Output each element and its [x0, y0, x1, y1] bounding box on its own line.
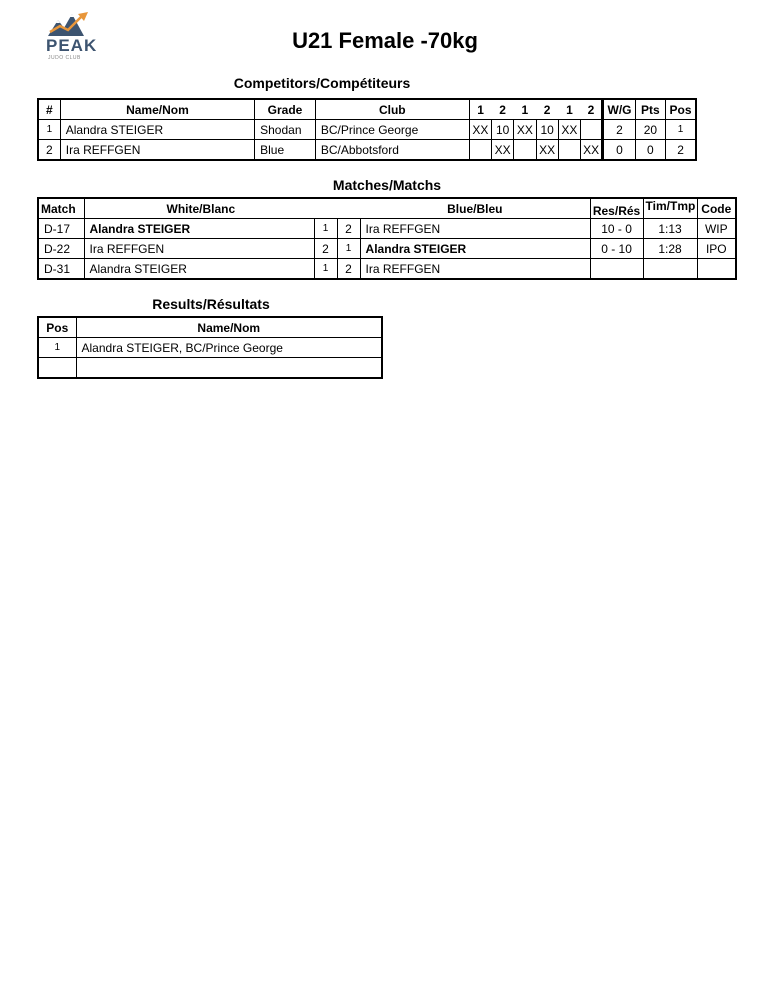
blue-number: 2	[337, 259, 360, 280]
blue-number: 1	[337, 239, 360, 259]
match-time: 1:13	[643, 219, 697, 239]
competitors-header-row	[38, 99, 696, 120]
table-row	[38, 358, 382, 379]
col-header-time: Tim/Tmp	[643, 198, 697, 219]
results-header-row	[38, 317, 382, 338]
competitor-position: 1	[666, 120, 696, 140]
round-score: XX	[514, 120, 536, 140]
competitor-club: BC/Prince George	[315, 120, 469, 140]
competitor-wins: 2	[603, 120, 635, 140]
competitor-grade: Blue	[255, 140, 316, 161]
col-header-round: 2	[536, 99, 558, 120]
col-header-pts: Pts	[635, 99, 665, 120]
col-header-name: Name/Nom	[76, 317, 382, 338]
col-header-pos: Pos	[666, 99, 696, 120]
white-number: 1	[314, 219, 337, 239]
blue-competitor: Ira REFFGEN	[360, 219, 590, 239]
table-row	[38, 219, 736, 239]
round-score	[514, 140, 536, 161]
match-code: WIP	[697, 219, 736, 239]
result-name: Alandra STEIGER, BC/Prince George	[76, 338, 382, 358]
white-competitor: Alandra STEIGER	[84, 259, 314, 280]
match-id: D-17	[38, 219, 84, 239]
results-table	[37, 316, 383, 379]
result-name	[76, 358, 382, 379]
competitor-points: 0	[635, 140, 665, 161]
col-header-num: #	[38, 99, 60, 120]
col-header-round: 1	[558, 99, 580, 120]
col-header-code: Code	[697, 198, 736, 219]
competitor-grade: Shodan	[255, 120, 316, 140]
round-score	[558, 140, 580, 161]
round-score	[469, 140, 491, 161]
competitor-name: Ira REFFGEN	[60, 140, 254, 161]
col-header-grade: Grade	[255, 99, 316, 120]
match-id: D-22	[38, 239, 84, 259]
blue-competitor: Alandra STEIGER	[360, 239, 590, 259]
blue-number: 2	[337, 219, 360, 239]
col-header-name: Name/Nom	[60, 99, 254, 120]
col-header-club: Club	[315, 99, 469, 120]
match-time	[643, 259, 697, 280]
results-heading: Results/Résultats	[152, 296, 270, 312]
col-header-round: 2	[581, 99, 603, 120]
logo-text: PEAK	[46, 36, 98, 55]
round-score	[581, 120, 603, 140]
white-competitor: Alandra STEIGER	[84, 219, 314, 239]
page-title: U21 Female -70kg	[292, 28, 478, 53]
matches-heading: Matches/Matchs	[332, 177, 442, 193]
match-result	[590, 259, 643, 280]
round-score: XX	[536, 140, 558, 161]
result-position: 1	[38, 338, 76, 358]
match-code: IPO	[697, 239, 736, 259]
round-score: XX	[581, 140, 603, 161]
col-header-round: 2	[491, 99, 513, 120]
round-score: XX	[558, 120, 580, 140]
table-row	[38, 120, 696, 140]
competitor-name: Alandra STEIGER	[60, 120, 254, 140]
competitor-number: 1	[38, 120, 60, 140]
competitor-club: BC/Abbotsford	[315, 140, 469, 161]
col-header-wg: W/G	[603, 99, 635, 120]
result-position	[38, 358, 76, 379]
col-header-round: 1	[469, 99, 491, 120]
competitor-position: 2	[666, 140, 696, 161]
round-score: 10	[536, 120, 558, 140]
col-header-blue: Blue/Bleu	[360, 198, 590, 219]
match-code	[697, 259, 736, 280]
logo-subtext: JUDO CLUB	[48, 55, 81, 61]
match-result: 0 - 10	[590, 239, 643, 259]
col-header-result: Res/Rés	[590, 198, 643, 219]
match-time: 1:28	[643, 239, 697, 259]
white-number: 1	[314, 259, 337, 280]
match-result: 10 - 0	[590, 219, 643, 239]
competitors-table	[37, 98, 697, 161]
matches-table	[37, 197, 737, 280]
white-competitor: Ira REFFGEN	[84, 239, 314, 259]
round-score: 10	[491, 120, 513, 140]
col-header-round: 1	[514, 99, 536, 120]
table-row	[38, 140, 696, 161]
competitor-wins: 0	[603, 140, 635, 161]
col-header-pos: Pos	[38, 317, 76, 338]
col-header-white: White/Blanc	[84, 198, 360, 219]
blue-competitor: Ira REFFGEN	[360, 259, 590, 280]
white-number: 2	[314, 239, 337, 259]
matches-header-row	[38, 198, 736, 219]
round-score: XX	[469, 120, 491, 140]
competitor-points: 20	[635, 120, 665, 140]
col-header-match: Match	[38, 198, 84, 219]
competitor-number: 2	[38, 140, 60, 161]
match-id: D-31	[38, 259, 84, 280]
table-row	[38, 259, 736, 280]
competitors-heading: Competitors/Compétiteurs	[233, 75, 411, 91]
round-score: XX	[491, 140, 513, 161]
table-row	[38, 338, 382, 358]
table-row	[38, 239, 736, 259]
